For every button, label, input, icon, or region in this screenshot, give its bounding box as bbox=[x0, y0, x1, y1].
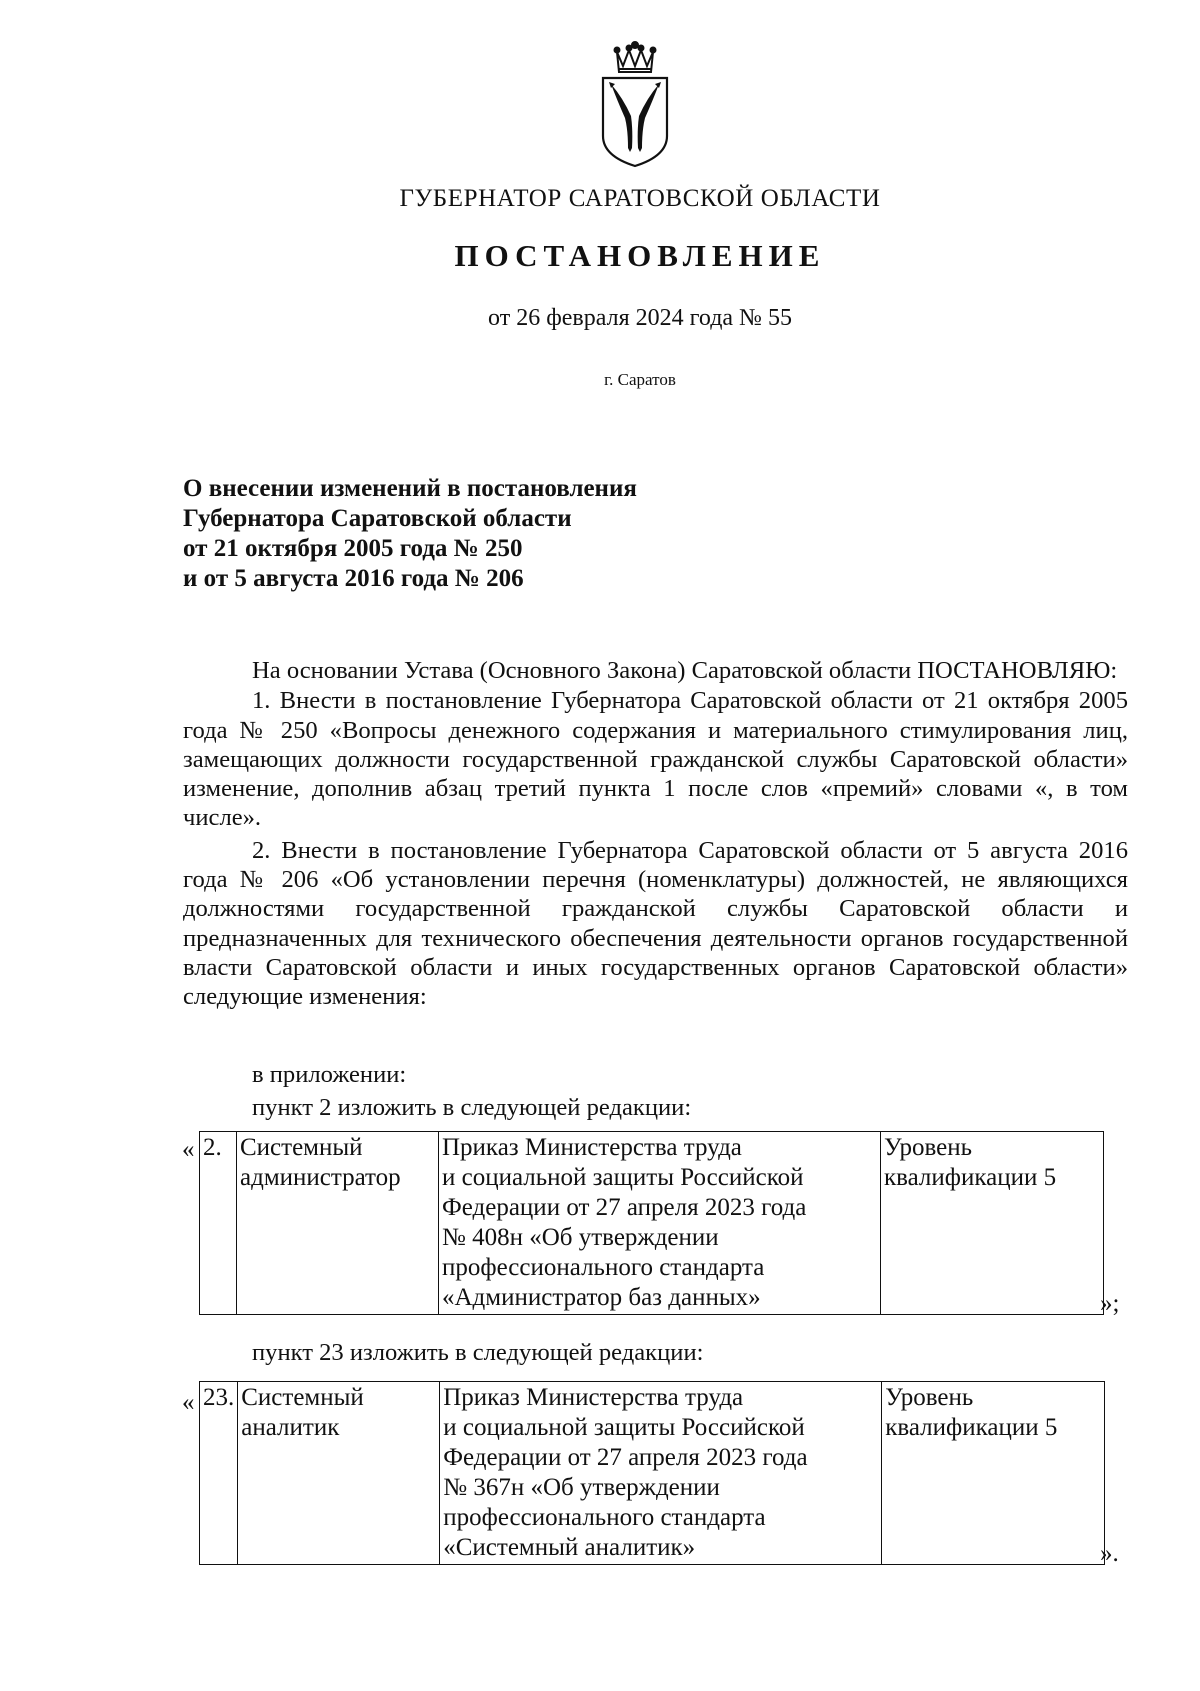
cell-position: Системный аналитик bbox=[238, 1382, 440, 1565]
cell-basis: Приказ Министерства труда и социальной защиты Российской Федерации от 27 апреля 2023 года № 367н «Об утверждении профессионального стандарта «Системный аналитик» bbox=[440, 1382, 882, 1565]
paragraph-item-2: 2. Внести в постановление Губернатора Саратовской области от 5 августа 2016 года № 206 «Об установлении перечня (номенклатуры) должностей, не являющихся должностями государственной гражданской службы Саратовской области и предназначенных для технического обеспечения деятельности органов государственной власти Саратовской области и иных государственных органов Саратовской области» следующие изменения: bbox=[183, 836, 1128, 1011]
cell-number: 23. bbox=[200, 1382, 238, 1565]
cell-qualification: Уровень квалификации 5 bbox=[881, 1132, 1104, 1315]
table-close-quote: ». bbox=[1100, 1540, 1119, 1567]
table-row bbox=[200, 1382, 1105, 1565]
position-table bbox=[199, 1381, 1105, 1565]
cell-qualification: Уровень квалификации 5 bbox=[882, 1382, 1105, 1565]
paragraph-point-23: пункт 23 изложить в следующей редакции: bbox=[252, 1339, 704, 1366]
table-open-quote: « bbox=[182, 1389, 195, 1416]
saratov-coat-of-arms-icon bbox=[595, 40, 675, 168]
document-type: ПОСТАНОВЛЕНИЕ bbox=[454, 238, 826, 273]
document-subject bbox=[183, 474, 637, 594]
position-table bbox=[199, 1131, 1104, 1315]
document-date-number: от 26 февраля 2024 года № 55 bbox=[488, 305, 792, 331]
subject-line: О внесении изменений в постановления bbox=[183, 475, 637, 502]
paragraph-point-2: пункт 2 изложить в следующей редакции: bbox=[252, 1094, 692, 1121]
paragraph-appendix: в приложении: bbox=[252, 1061, 407, 1088]
cell-basis: Приказ Министерства труда и социальной защиты Российской Федерации от 27 апреля 2023 года № 408н «Об утверждении профессионального стандарта «Администратор баз данных» bbox=[439, 1132, 881, 1315]
issuing-authority: ГУБЕРНАТОР САРАТОВСКОЙ ОБЛАСТИ bbox=[399, 185, 881, 212]
table-close-quote: »; bbox=[1100, 1290, 1120, 1317]
table-row bbox=[200, 1132, 1104, 1315]
subject-line: от 21 октября 2005 года № 250 bbox=[183, 535, 523, 562]
subject-line: и от 5 августа 2016 года № 206 bbox=[183, 565, 524, 592]
paragraph-item-1: 1. Внести в постановление Губернатора Саратовской области от 21 октября 2005 года № 250 «Вопросы денежного содержания и материального стимулирования лиц, замещающих должности государственной гражданской службы Саратовской области» изменение, дополнив абзац третий пункта 1 после слов «премий» словами «, в том числе». bbox=[183, 687, 1128, 832]
body-paragraphs bbox=[183, 656, 1128, 1012]
cell-number: 2. bbox=[200, 1132, 237, 1315]
cell-position: Системный администратор bbox=[237, 1132, 439, 1315]
subject-line: Губернатора Саратовской области bbox=[183, 505, 572, 532]
document-city: г. Саратов bbox=[604, 370, 676, 389]
paragraph-basis: На основании Устава (Основного Закона) Саратовской области ПОСТАНОВЛЯЮ: bbox=[252, 657, 1118, 684]
table-open-quote: « bbox=[182, 1136, 195, 1163]
